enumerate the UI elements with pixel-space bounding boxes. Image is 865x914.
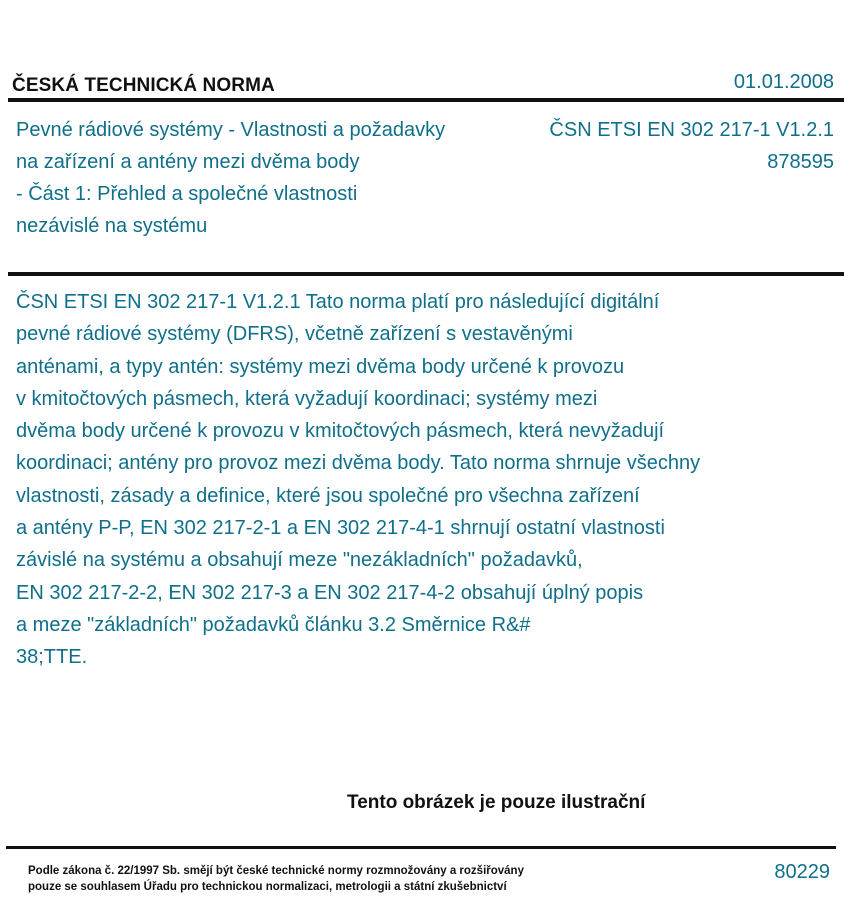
abstract-line: koordinaci; antény pro provoz mezi dvěma body. Tato norma shrnuje všechny (16, 452, 701, 475)
standard-title-line: na zařízení a antény mezi dvěma body (16, 151, 360, 173)
catalog-number: 878595 (767, 151, 834, 173)
standard-identifiers (549, 114, 834, 178)
document-type-title: ČESKÁ TECHNICKÁ NORMA (12, 75, 275, 96)
footer-number: 80229 (774, 861, 830, 883)
standard-title-line: Pevné rádiové systémy - Vlastnosti a požadavky (16, 119, 446, 141)
header-divider (8, 98, 844, 102)
standard-title-line: nezávislé na systému (16, 215, 208, 237)
abstract-line: 38;TTE. (16, 646, 88, 669)
abstract-line: a meze "základních" požadavků článku 3.2 Směrnice R&# (16, 613, 531, 636)
footer-divider (6, 846, 836, 849)
legal-notice-line: Podle zákona č. 22/1997 Sb. smějí být české technické normy rozmnožovány a rozšiřovány (28, 865, 524, 877)
standard-title (16, 114, 496, 242)
abstract-line: EN 302 217-2-2, EN 302 217-3 a EN 302 217-4-2 obsahují úplný popis (16, 581, 644, 604)
legal-notice-line: pouze se souhlasem Úřadu pro technickou normalizaci, metrologii a státní zkušebnictví (28, 881, 507, 893)
abstract-line: dvěma body určené k provozu v kmitočtových pásmech, která nevyžadují (16, 420, 665, 443)
abstract-text (16, 286, 816, 674)
legal-notice (28, 863, 524, 895)
abstract-line: závislé na systému a obsahují meze "nezákladních" požadavků, (16, 549, 583, 572)
abstract-line: anténami, a typy antén: systémy mezi dvěma body určené k provozu (16, 355, 625, 378)
abstract-line: pevné rádiové systémy (DFRS), včetně zařízení s vestavěnými (16, 323, 573, 346)
title-divider (8, 272, 844, 276)
abstract-line: v kmitočtových pásmech, která vyžadují koordinaci; systémy mezi (16, 387, 598, 410)
standard-designation: ČSN ETSI EN 302 217-1 V1.2.1 (549, 119, 834, 141)
abstract-line: ČSN ETSI EN 302 217-1 V1.2.1 Tato norma platí pro následující digitální (16, 291, 660, 313)
illustration-note: Tento obrázek je pouze ilustrační (347, 792, 646, 813)
standard-title-line: - Část 1: Přehled a společné vlastnosti (16, 183, 358, 205)
publication-date: 01.01.2008 (733, 71, 834, 93)
abstract-line: vlastnosti, zásady a definice, které jsou společné pro všechna zařízení (16, 484, 640, 507)
abstract-line: a antény P-P, EN 302 217-2-1 a EN 302 217-4-1 shrnují ostatní vlastnosti (16, 517, 665, 540)
